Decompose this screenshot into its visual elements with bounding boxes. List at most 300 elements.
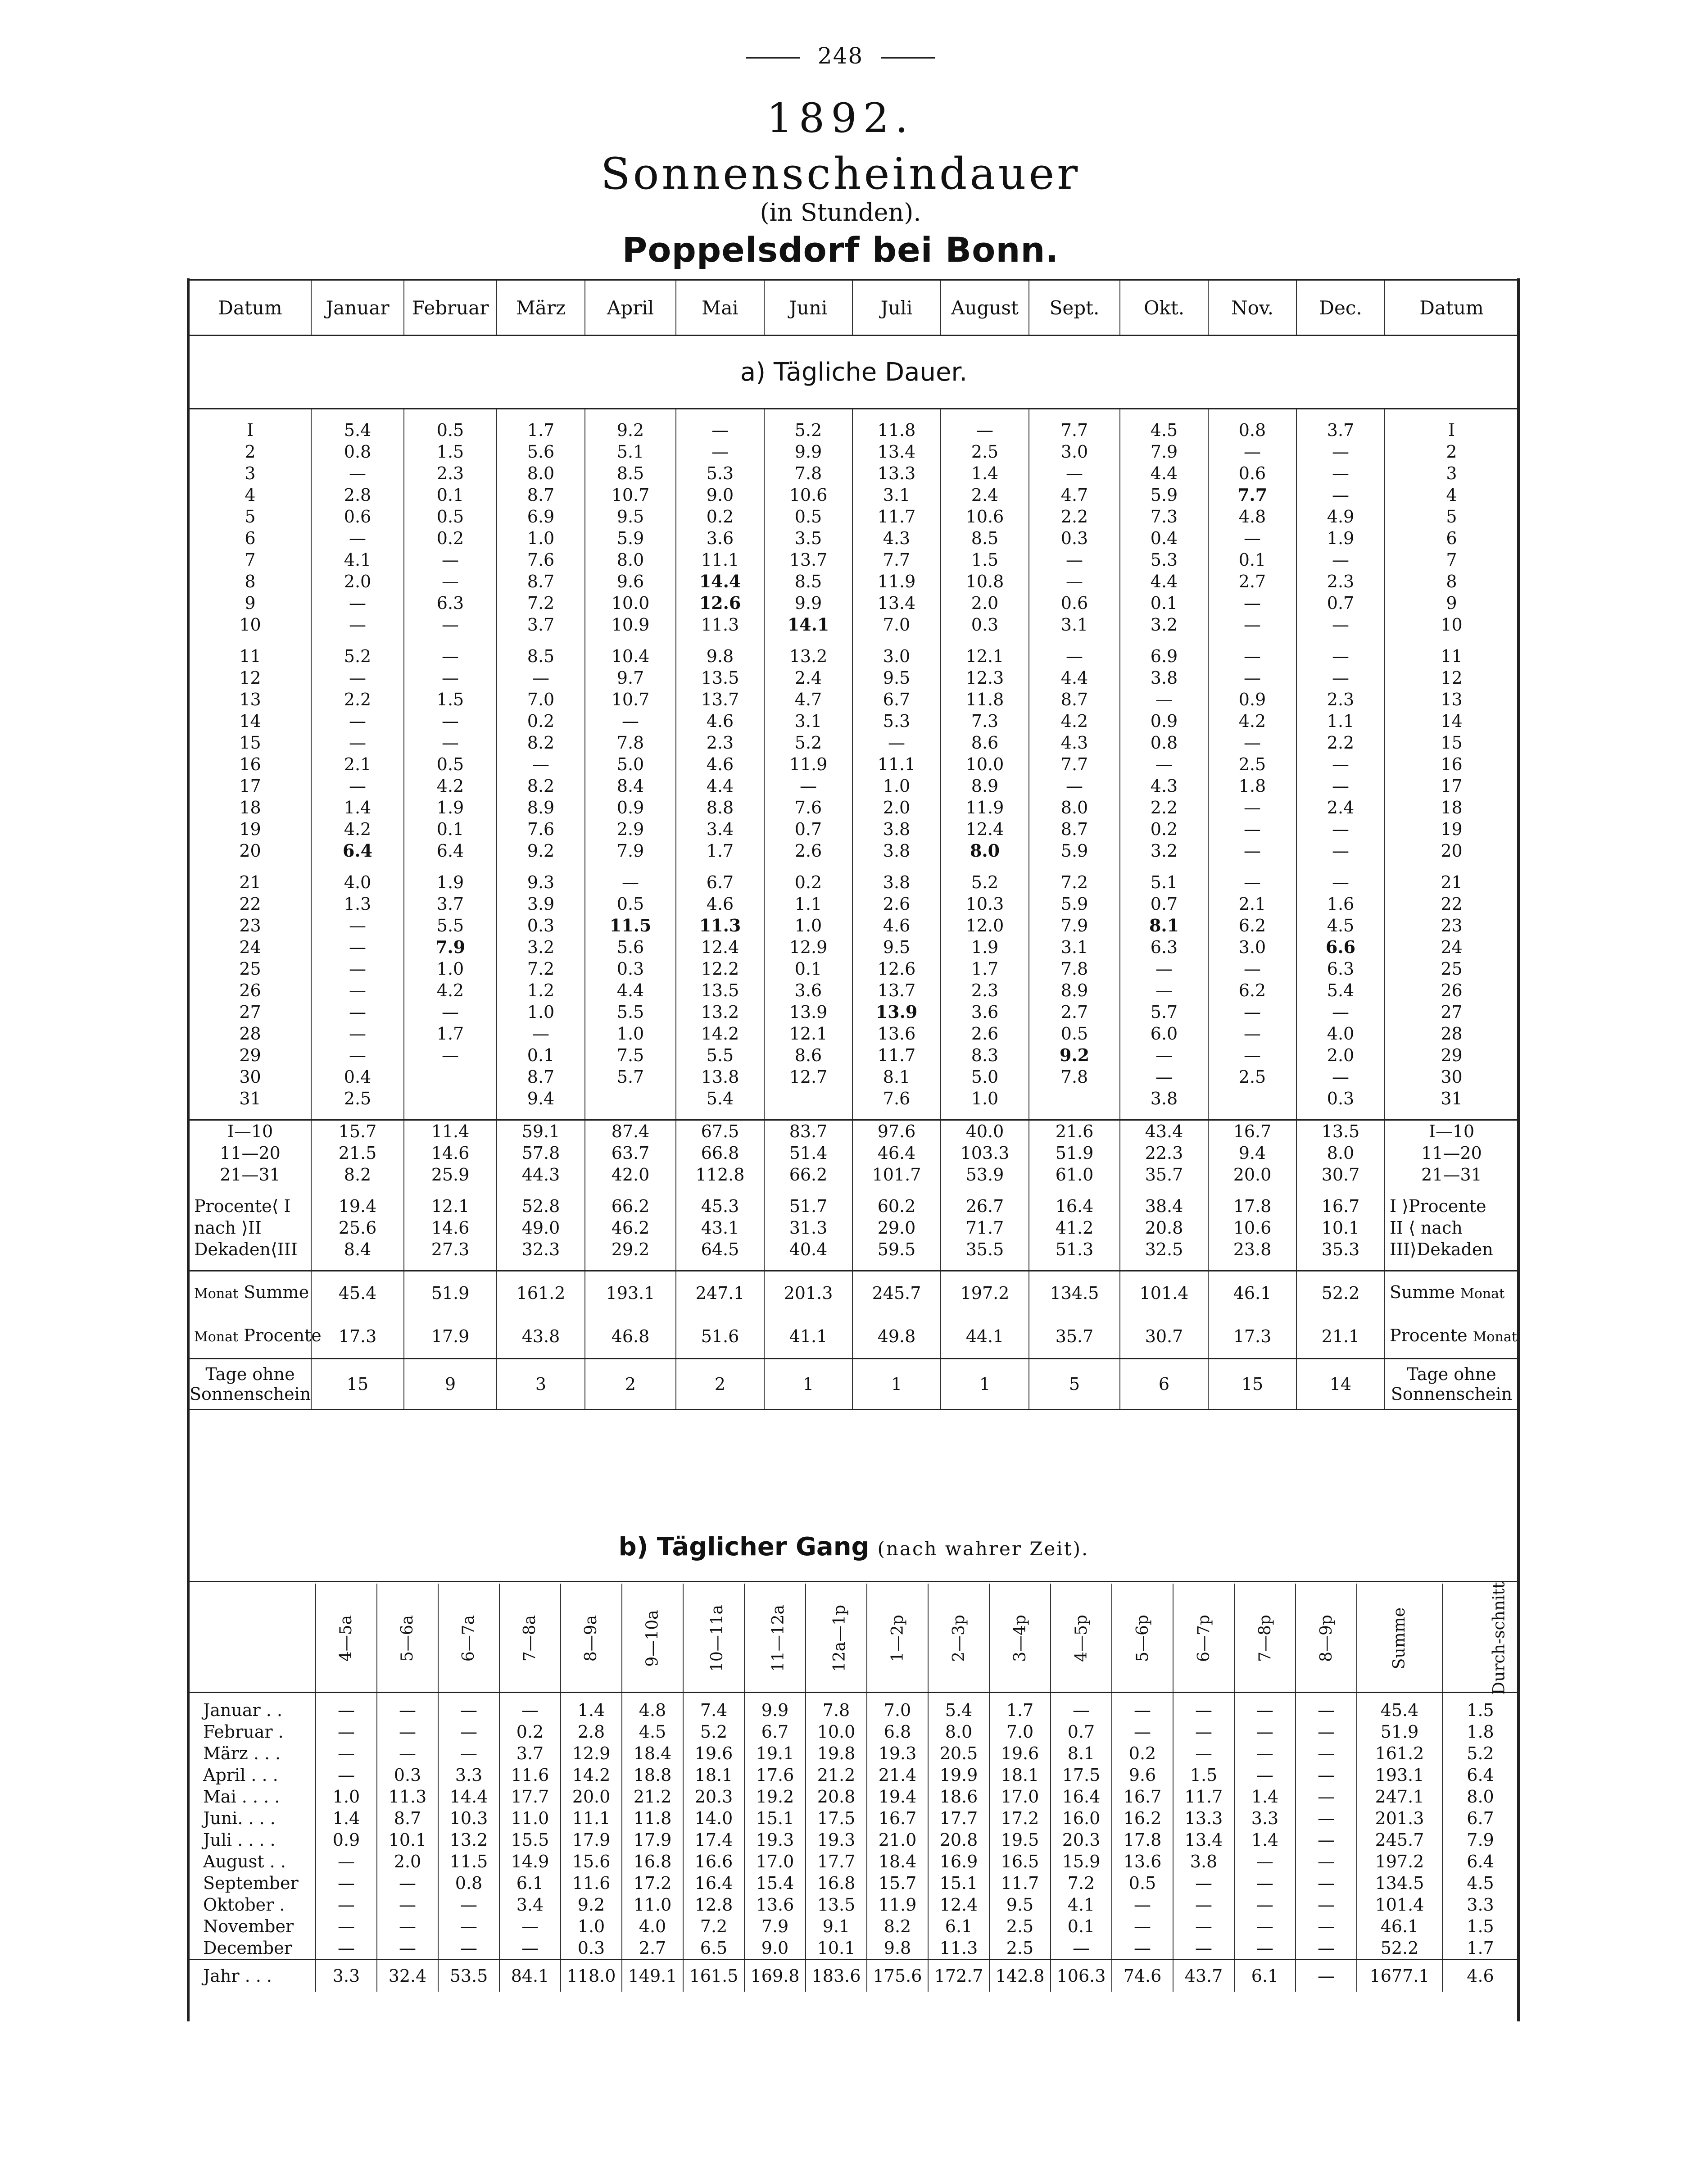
day-value: —: [311, 614, 404, 636]
day-value: 8.5: [497, 645, 585, 667]
day-value: 0.2: [764, 872, 852, 893]
day-value: 2.0: [941, 592, 1029, 614]
decade-sum-row: [190, 1142, 1518, 1164]
decade-label-left: 11—20: [220, 1143, 281, 1163]
day-value: 9.4: [497, 1088, 585, 1109]
month-total-value: 41.1: [764, 1315, 852, 1359]
day-value: 1.0: [852, 775, 941, 797]
day-value: 8.9: [941, 775, 1029, 797]
day-value: 1.5: [941, 549, 1029, 571]
percent-label-left: nach ⟩II: [194, 1218, 262, 1238]
day-row: [190, 689, 1518, 710]
day-value: 3.0: [1208, 936, 1296, 958]
hourly-value: 20.8: [806, 1786, 867, 1807]
day-value: 4.0: [311, 872, 404, 893]
decade-percent-value: 12.1: [404, 1195, 497, 1217]
hourly-value: 11.8: [622, 1807, 683, 1829]
day-value: —: [311, 958, 404, 980]
day-value: 3.6: [941, 1001, 1029, 1023]
days-value: 15: [1208, 1359, 1296, 1410]
hourly-value: 0.2: [1112, 1743, 1173, 1764]
day-value: 7.5: [585, 1044, 676, 1066]
hourly-value: 14.4: [438, 1786, 499, 1807]
decade-percent-value: 66.2: [585, 1195, 676, 1217]
spacer-cell: [311, 636, 404, 645]
daily-table-body: [190, 336, 1518, 1410]
day-value: 2.8: [311, 484, 404, 506]
day-value: 11.8: [941, 689, 1029, 710]
decade-percent-value: 16.7: [1296, 1195, 1385, 1217]
hour-header: [1296, 1584, 1357, 1693]
hourly-value: 17.6: [744, 1764, 806, 1786]
day-value: —: [1208, 1023, 1296, 1044]
month-total-value: 134.5: [1029, 1271, 1120, 1315]
day-value: 1.0: [585, 1023, 676, 1044]
day-value: 0.6: [1029, 592, 1120, 614]
day-value: 12.1: [941, 645, 1029, 667]
day-value: 8.7: [497, 571, 585, 592]
day-value: 9.2: [1029, 1044, 1120, 1066]
day-value: 5.2: [311, 645, 404, 667]
hourly-value: 7.2: [683, 1916, 744, 1937]
day-value: 10.6: [764, 484, 852, 506]
spacer-cell: [852, 1185, 941, 1195]
decade-sum-value: 87.4: [585, 1120, 676, 1143]
day-label-right: 27: [1385, 1001, 1518, 1023]
spacer-cell: [311, 862, 404, 872]
hourly-value: 16.6: [683, 1851, 744, 1872]
day-row: [190, 614, 1518, 636]
day-row: [190, 818, 1518, 840]
page-title: Sonnenscheindauer: [600, 149, 1081, 199]
day-value: [764, 1088, 852, 1109]
day-value: 3.8: [852, 818, 941, 840]
decade-percent-value: 60.2: [852, 1195, 941, 1217]
month-header: Juli: [852, 280, 941, 336]
spacer-cell: [941, 1185, 1029, 1195]
hour-label: 7—8a: [521, 1615, 539, 1662]
hourly-value: 10.3: [438, 1807, 499, 1829]
month-total-value: 51.6: [676, 1315, 764, 1359]
hourly-value: —: [1112, 1894, 1173, 1916]
decade-sum-value: 57.8: [497, 1142, 585, 1164]
day-row: [190, 958, 1518, 980]
day-value: 12.9: [764, 936, 852, 958]
days-value: 1: [941, 1359, 1029, 1410]
hourly-value: —: [438, 1894, 499, 1916]
day-label-left: 13: [239, 690, 261, 709]
day-value: 5.4: [311, 419, 404, 441]
day-value: 3.8: [1120, 667, 1208, 689]
month-hourly-row: [190, 1764, 1518, 1786]
day-value: 0.5: [1029, 1023, 1120, 1044]
day-value: 3.7: [1296, 419, 1385, 441]
days-label-line: Sonnenschein: [1391, 1384, 1513, 1404]
day-row: [190, 775, 1518, 797]
year-value: 84.1: [499, 1960, 561, 1992]
day-label-left: 10: [239, 615, 261, 635]
day-label-right: 7: [1385, 549, 1518, 571]
day-value: 2.3: [404, 463, 497, 484]
hourly-value: —: [1234, 1937, 1296, 1960]
month-total-value: 49.8: [852, 1315, 941, 1359]
decade-sum-value: 61.0: [1029, 1164, 1120, 1185]
decade-sum-value: 20.0: [1208, 1164, 1296, 1185]
day-value: —: [1208, 732, 1296, 754]
day-value: —: [497, 667, 585, 689]
spacer-cell: [190, 1185, 311, 1195]
hourly-value: —: [1234, 1721, 1296, 1743]
row-label: Procente: [244, 1326, 322, 1345]
day-value: 2.7: [1208, 571, 1296, 592]
day-value: 11.1: [852, 754, 941, 775]
day-value: —: [311, 667, 404, 689]
day-label-right: I: [1385, 419, 1518, 441]
day-value: 8.0: [941, 840, 1029, 862]
day-value: 8.5: [585, 463, 676, 484]
hourly-value: —: [377, 1743, 438, 1764]
day-row: [190, 710, 1518, 732]
hourly-value: —: [1173, 1693, 1234, 1721]
year-value: 74.6: [1112, 1960, 1173, 1992]
days-value: 2: [585, 1359, 676, 1410]
day-value: 2.6: [941, 1023, 1029, 1044]
hourly-value: 1.4: [1234, 1829, 1296, 1851]
month-total-value: 46.1: [1208, 1271, 1296, 1315]
spacer-cell: [764, 1260, 852, 1271]
hourly-value: 16.8: [622, 1851, 683, 1872]
day-value: 6.4: [311, 840, 404, 862]
monat-label: Monat: [194, 1286, 239, 1302]
hour-label: 5—6p: [1133, 1615, 1152, 1662]
day-value: 12.6: [676, 592, 764, 614]
hourly-value: 15.9: [1051, 1851, 1112, 1872]
day-value: 7.3: [1120, 506, 1208, 527]
hourly-value: 17.4: [683, 1829, 744, 1851]
month-name: Oktober .: [203, 1895, 285, 1915]
hourly-value: 1.0: [316, 1786, 377, 1807]
hourly-value: 8.2: [867, 1916, 928, 1937]
dash-right: [881, 57, 935, 59]
spacer-cell: [404, 1260, 497, 1271]
decade-sum-value: 9.4: [1208, 1142, 1296, 1164]
day-label-right: 30: [1385, 1066, 1518, 1088]
month-header: März: [497, 280, 585, 336]
day-value: 10.9: [585, 614, 676, 636]
hourly-value: 11.7: [989, 1872, 1051, 1894]
decade-percent-value: 38.4: [1120, 1195, 1208, 1217]
hourly-value: —: [1296, 1894, 1357, 1916]
day-value: 3.4: [676, 818, 764, 840]
spacer-cell: [497, 1185, 585, 1195]
spacer-cell: [311, 1185, 404, 1195]
daily-duration-table: [190, 279, 1518, 1410]
hourly-value: 9.9: [744, 1693, 806, 1721]
decade-percent-value: 8.4: [311, 1239, 404, 1260]
month-header: Juni: [764, 280, 852, 336]
spacer-cell: [1029, 636, 1120, 645]
decade-percent-value: 10.1: [1296, 1217, 1385, 1239]
day-value: 13.2: [676, 1001, 764, 1023]
day-value: 14.1: [764, 614, 852, 636]
month-total-value: 45.4: [311, 1271, 404, 1315]
hour-header: [928, 1584, 989, 1693]
hourly-value: 19.3: [867, 1743, 928, 1764]
hourly-value: 0.3: [561, 1937, 622, 1960]
hourly-value: 11.6: [561, 1872, 622, 1894]
day-value: 9.5: [852, 667, 941, 689]
days-value: 5: [1029, 1359, 1120, 1410]
day-value: —: [404, 667, 497, 689]
day-value: —: [1208, 818, 1296, 840]
month-total-value: 44.1: [941, 1315, 1029, 1359]
day-value: 3.5: [764, 527, 852, 549]
day-value: 13.5: [676, 980, 764, 1001]
hour-header: [561, 1584, 622, 1693]
day-value: 1.7: [497, 419, 585, 441]
hourly-value: 20.8: [928, 1829, 989, 1851]
day-value: 3.1: [852, 484, 941, 506]
day-value: 1.7: [941, 958, 1029, 980]
day-value: —: [311, 710, 404, 732]
day-value: —: [1029, 549, 1120, 571]
day-value: [1208, 1088, 1296, 1109]
hourly-value: 13.4: [1173, 1829, 1234, 1851]
hourly-value: —: [1296, 1693, 1357, 1721]
day-row: [190, 1044, 1518, 1066]
hourly-value: —: [1296, 1829, 1357, 1851]
day-value: 11.1: [676, 549, 764, 571]
day-value: 8.0: [585, 549, 676, 571]
hourly-value: —: [377, 1872, 438, 1894]
day-value: 10.4: [585, 645, 676, 667]
day-value: —: [1208, 667, 1296, 689]
day-value: —: [1208, 614, 1296, 636]
spacer-cell: [941, 1260, 1029, 1271]
hourly-value: —: [1112, 1937, 1173, 1960]
month-total-value: 247.1: [676, 1271, 764, 1315]
day-label-right: 9: [1385, 592, 1518, 614]
day-value: 7.7: [852, 549, 941, 571]
day-value: 3.7: [404, 893, 497, 915]
spacer-cell: [1385, 1109, 1518, 1120]
hourly-value: —: [499, 1937, 561, 1960]
day-value: 1.1: [764, 893, 852, 915]
hourly-value: 3.8: [1173, 1851, 1234, 1872]
day-value: —: [1296, 1066, 1385, 1088]
page-number: [0, 43, 1681, 69]
spacer-cell: [404, 636, 497, 645]
day-value: 13.7: [676, 689, 764, 710]
day-value: —: [1029, 571, 1120, 592]
decade-percent-value: 40.4: [764, 1239, 852, 1260]
spacer-cell: [585, 409, 676, 420]
hourly-value: —: [438, 1721, 499, 1743]
spacer-cell: [764, 1185, 852, 1195]
spacer-cell: [1120, 862, 1208, 872]
day-value: 8.7: [497, 1066, 585, 1088]
day-row: [190, 872, 1518, 893]
day-value: 1.8: [1208, 775, 1296, 797]
day-value: 2.5: [311, 1088, 404, 1109]
day-value: —: [1296, 549, 1385, 571]
hourly-value: —: [377, 1894, 438, 1916]
section-b-heading: [190, 1513, 1518, 1582]
hour-label: Durch-schnitt: [1490, 1582, 1509, 1695]
station-name: Poppelsdorf bei Bonn.: [622, 230, 1059, 270]
day-value: 8.9: [1029, 980, 1120, 1001]
hourly-value: 51.9: [1357, 1721, 1442, 1743]
hourly-value: —: [1234, 1916, 1296, 1937]
decade-percent-value: 10.6: [1208, 1217, 1296, 1239]
hour-header: [438, 1584, 499, 1693]
day-value: 5.4: [676, 1088, 764, 1109]
decade-percent-value: 52.8: [497, 1195, 585, 1217]
hourly-value: 201.3: [1357, 1807, 1442, 1829]
spacer-cell: [1208, 1260, 1296, 1271]
decade-percent-value: 71.7: [941, 1217, 1029, 1239]
day-value: 7.7: [1029, 419, 1120, 441]
spacer-cell: [190, 1109, 311, 1120]
hourly-value: 1.4: [561, 1693, 622, 1721]
hourly-value: —: [1112, 1721, 1173, 1743]
hour-label: 10—11a: [708, 1604, 727, 1672]
decade-label-right: 11—20: [1385, 1142, 1518, 1164]
day-label-left: 3: [245, 463, 256, 483]
spacer-row: [190, 1260, 1518, 1271]
hourly-value: 18.6: [928, 1786, 989, 1807]
day-value: 4.2: [1029, 710, 1120, 732]
day-value: 6.7: [676, 872, 764, 893]
spacer-cell: [404, 1185, 497, 1195]
day-value: —: [1029, 775, 1120, 797]
day-value: 10.7: [585, 484, 676, 506]
day-value: —: [404, 549, 497, 571]
day-value: 9.5: [585, 506, 676, 527]
hourly-value: 16.2: [1112, 1807, 1173, 1829]
spacer-cell: [190, 636, 311, 645]
spacer-cell: [941, 862, 1029, 872]
day-value: 5.0: [585, 754, 676, 775]
day-label-right: 29: [1385, 1044, 1518, 1066]
day-value: 14.2: [676, 1023, 764, 1044]
decade-percent-value: 25.6: [311, 1217, 404, 1239]
day-value: 8.6: [764, 1044, 852, 1066]
hourly-value: 6.5: [683, 1937, 744, 1960]
day-label-left: 8: [245, 572, 256, 591]
day-value: —: [404, 710, 497, 732]
hourly-value: 13.5: [806, 1894, 867, 1916]
hourly-value: —: [316, 1937, 377, 1960]
hour-label: 7—8p: [1255, 1615, 1274, 1662]
day-value: 7.7: [1029, 754, 1120, 775]
hourly-value: —: [316, 1693, 377, 1721]
day-value: 0.1: [764, 958, 852, 980]
hourly-value: 19.4: [867, 1786, 928, 1807]
month-total-value: 197.2: [941, 1271, 1029, 1315]
month-hourly-row: [190, 1937, 1518, 1960]
month-name: September: [203, 1873, 299, 1893]
day-value: 1.4: [941, 463, 1029, 484]
day-value: 11.7: [852, 506, 941, 527]
hourly-value: 8.0: [1442, 1786, 1518, 1807]
year-value: 6.1: [1234, 1960, 1296, 1992]
day-value: 0.9: [585, 797, 676, 818]
day-value: 5.7: [585, 1066, 676, 1088]
day-value: 0.6: [311, 506, 404, 527]
day-row: [190, 645, 1518, 667]
day-value: 6.2: [1208, 915, 1296, 936]
day-value: 1.7: [404, 1023, 497, 1044]
hourly-value: 0.8: [438, 1872, 499, 1894]
day-value: 7.2: [1029, 872, 1120, 893]
day-value: —: [1208, 441, 1296, 463]
decade-sum-value: 51.4: [764, 1142, 852, 1164]
hourly-value: —: [1234, 1894, 1296, 1916]
day-value: 0.6: [1208, 463, 1296, 484]
day-row: [190, 419, 1518, 441]
day-value: 3.0: [852, 645, 941, 667]
day-value: 7.6: [497, 549, 585, 571]
day-value: 11.7: [852, 1044, 941, 1066]
day-value: 11.5: [585, 915, 676, 936]
day-value: 0.2: [404, 527, 497, 549]
spacer-cell: [1120, 1109, 1208, 1120]
days-label-line: Tage ohne: [205, 1364, 295, 1384]
hourly-value: —: [1296, 1743, 1357, 1764]
hourly-value: 245.7: [1357, 1829, 1442, 1851]
hourly-value: 0.3: [377, 1764, 438, 1786]
day-value: [1029, 1088, 1120, 1109]
month-total-value: 43.8: [497, 1315, 585, 1359]
hourly-value: 15.7: [867, 1872, 928, 1894]
spacer-cell: [497, 636, 585, 645]
spacer-cell: [1029, 1260, 1120, 1271]
day-value: 0.5: [585, 893, 676, 915]
day-value: 9.9: [764, 592, 852, 614]
day-value: 7.3: [941, 710, 1029, 732]
day-value: 9.8: [676, 645, 764, 667]
hour-label: 6—7a: [459, 1615, 478, 1662]
year-value: 53.5: [438, 1960, 499, 1992]
decade-percent-value: 23.8: [1208, 1239, 1296, 1260]
hourly-value: —: [1296, 1764, 1357, 1786]
day-value: —: [1120, 689, 1208, 710]
hourly-value: 134.5: [1357, 1872, 1442, 1894]
day-value: —: [852, 732, 941, 754]
day-value: 12.2: [676, 958, 764, 980]
day-value: 4.2: [404, 980, 497, 1001]
spacer-cell: [585, 1109, 676, 1120]
day-value: 7.8: [764, 463, 852, 484]
row-label: Summe: [1390, 1282, 1455, 1302]
hourly-value: 3.3: [1442, 1894, 1518, 1916]
day-value: 10.3: [941, 893, 1029, 915]
day-value: 1.1: [1296, 710, 1385, 732]
hourly-value: 1.0: [561, 1916, 622, 1937]
day-value: 13.9: [764, 1001, 852, 1023]
month-total-value: 17.3: [1208, 1315, 1296, 1359]
hour-header: [316, 1584, 377, 1693]
day-value: 5.3: [852, 710, 941, 732]
day-value: 2.3: [941, 980, 1029, 1001]
spacer-cell: [1120, 636, 1208, 645]
day-value: 0.7: [1296, 592, 1385, 614]
days-label-line: Sonnenschein: [190, 1384, 311, 1404]
day-value: 5.3: [1120, 549, 1208, 571]
hourly-value: —: [377, 1937, 438, 1960]
spacer-cell: [1296, 1185, 1385, 1195]
